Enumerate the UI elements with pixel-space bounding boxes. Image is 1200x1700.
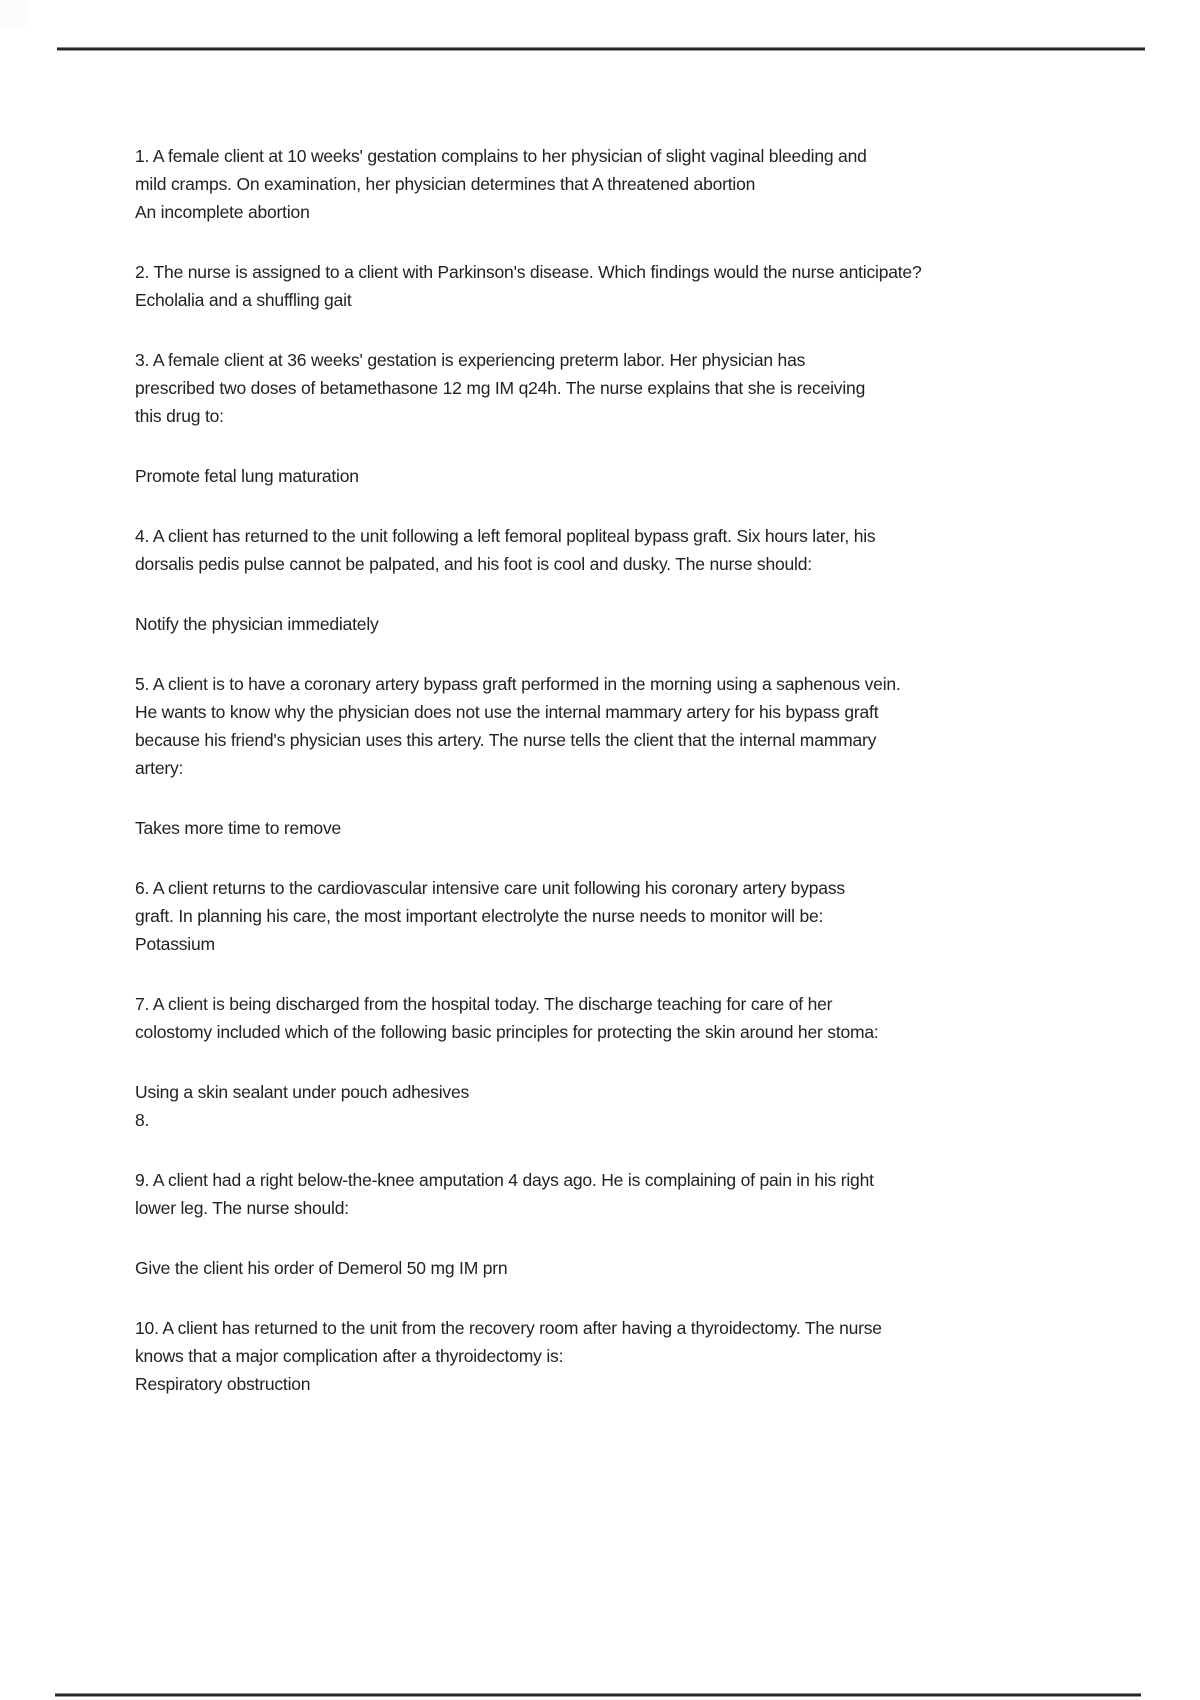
text-line: Echolalia and a shuffling gait — [135, 290, 352, 310]
text-line: Potassium — [135, 934, 215, 954]
text-line: dorsalis pedis pulse cannot be palpated, and his foot is cool and dusky. The nurse should: — [135, 554, 812, 574]
text-line: Notify the physician immediately — [135, 614, 379, 634]
text-line: 7. A client is being discharged from the hospital today. The discharge teaching for care of her — [135, 994, 833, 1014]
paragraph-spacer — [135, 490, 1100, 522]
text-line: this drug to: — [135, 406, 224, 426]
paragraph-spacer — [135, 1134, 1100, 1166]
text-line: He wants to know why the physician does not use the internal mammary artery for his bypass graft — [135, 702, 879, 722]
text-line: 3. A female client at 36 weeks' gestation is experiencing preterm labor. Her physician has — [135, 350, 806, 370]
paragraph-spacer — [135, 430, 1100, 462]
text-line: 6. A client returns to the cardiovascular intensive care unit following his coronary artery bypass — [135, 878, 845, 898]
paragraph-spacer — [135, 578, 1100, 610]
paragraph-spacer — [135, 1046, 1100, 1078]
text-line: 9. A client had a right below-the-knee amputation 4 days ago. He is complaining of pain in his right — [135, 1170, 874, 1190]
text-line: Takes more time to remove — [135, 818, 342, 838]
paragraph-spacer — [135, 958, 1100, 990]
text-line: graft. In planning his care, the most important electrolyte the nurse needs to monitor will be: — [135, 906, 824, 926]
text-line: Promote fetal lung maturation — [135, 466, 359, 486]
text-line: 4. A client has returned to the unit following a left femoral popliteal bypass graft. Six hours later, his — [135, 526, 876, 546]
text-line: because his friend's physician uses this artery. The nurse tells the client that the internal mammary — [135, 730, 877, 750]
text-line: knows that a major complication after a thyroidectomy is: — [135, 1346, 564, 1366]
text-line: lower leg. The nurse should: — [135, 1198, 349, 1218]
text-line: colostomy included which of the following basic principles for protecting the skin around her stoma: — [135, 1022, 879, 1042]
text-line: 5. A client is to have a coronary artery bypass graft performed in the morning using a saphenous vein. — [135, 674, 901, 694]
text-line: 1. A female client at 10 weeks' gestation complains to her physician of slight vaginal bleeding and — [135, 146, 867, 166]
text-line: 2. The nurse is assigned to a client with Parkinson's disease. Which findings would the nurse anticipate? — [135, 262, 922, 282]
bottom-rule — [55, 1693, 1141, 1697]
corner-artifact — [0, 0, 26, 27]
text-line: Respiratory obstruction — [135, 1374, 311, 1394]
paragraph-spacer — [135, 842, 1100, 874]
paragraph-spacer — [135, 314, 1100, 346]
document-body — [135, 142, 1100, 1398]
text-line: An incomplete abortion — [135, 202, 310, 222]
paragraph-spacer — [135, 782, 1100, 814]
text-line: 8. — [135, 1110, 150, 1130]
text-line: artery: — [135, 758, 184, 778]
text-line: prescribed two doses of betamethasone 12 mg IM q24h. The nurse explains that she is receiving — [135, 378, 866, 398]
paragraph-spacer — [135, 1282, 1100, 1314]
text-line: 10. A client has returned to the unit from the recovery room after having a thyroidectomy. The nurse — [135, 1318, 882, 1338]
paragraph-spacer — [135, 226, 1100, 258]
paragraph-spacer — [135, 638, 1100, 670]
text-line: Give the client his order of Demerol 50 mg IM prn — [135, 1258, 508, 1278]
top-rule — [57, 47, 1145, 51]
text-line: mild cramps. On examination, her physician determines that A threatened abortion — [135, 174, 756, 194]
paragraph-spacer — [135, 1222, 1100, 1254]
text-line: Using a skin sealant under pouch adhesives — [135, 1082, 470, 1102]
